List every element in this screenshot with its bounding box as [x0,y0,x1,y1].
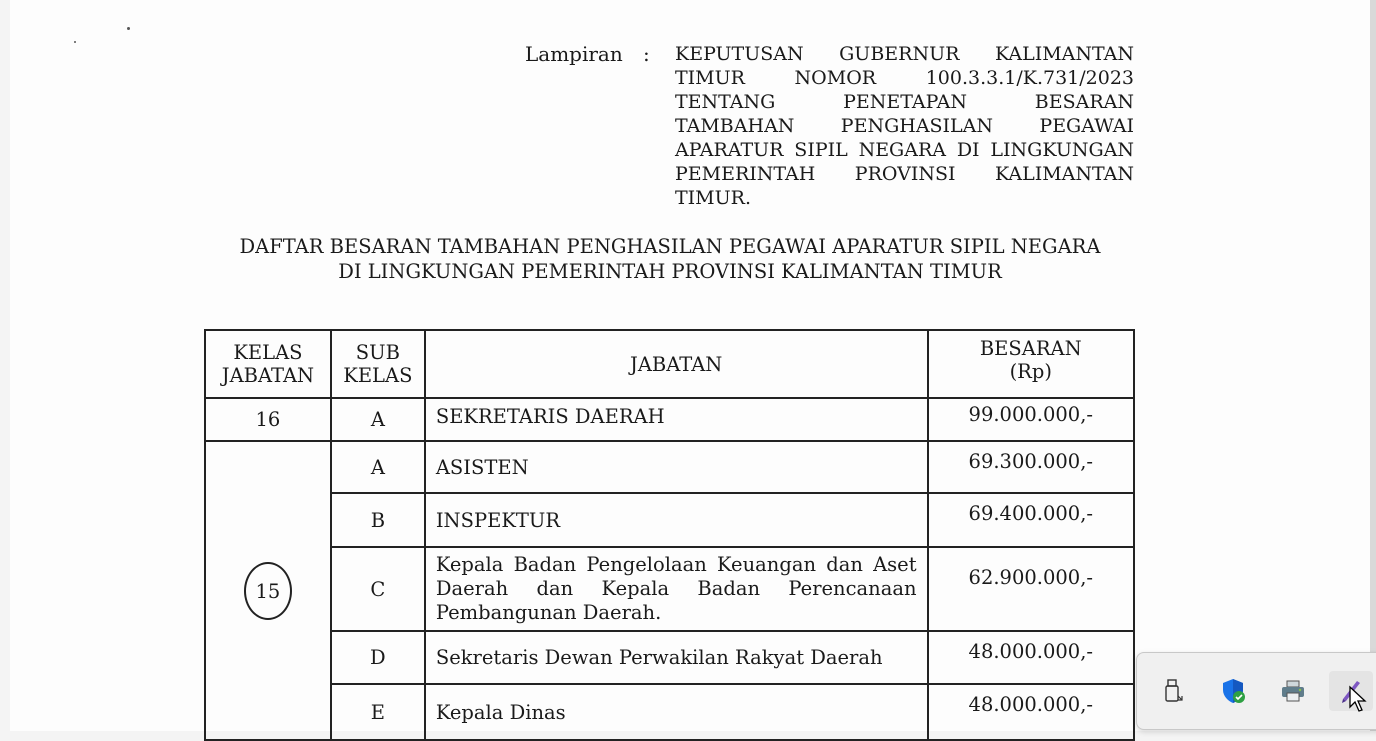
header-besaran [928,330,1134,398]
header-kelas-jabatan [205,330,331,398]
sub-kelas-cell: A [331,398,425,441]
kelas-cell: 16 [205,398,331,441]
printer-icon[interactable] [1271,671,1315,711]
header-text: SUB [355,341,400,364]
lampiran-line: PEMERINTAH PROVINSI KALIMANTAN [675,163,1134,185]
header-sub-kelas [331,330,425,398]
besaran-cell: 69.300.000,- [928,441,1134,493]
table-row [205,631,1134,684]
scrollbar[interactable] [1370,0,1376,731]
jabatan-cell: SEKRETARIS DAERAH [425,398,928,441]
besaran-cell: 69.400.000,- [928,493,1134,547]
lampiran-label: Lampiran [525,42,623,66]
mouse-cursor-icon [1348,685,1368,713]
jabatan-cell: Kepala Badan Pengelolaan Keuangan dan Aset Daerah dan Kepala Badan Perencanaan Pembangunan Daerah. [425,547,928,631]
lampiran-reference [675,42,1134,210]
table-row [205,493,1134,547]
header-text: KELAS [233,341,303,364]
security-shield-icon[interactable] [1211,671,1255,711]
scan-speck [127,27,130,30]
lampiran-line: TENTANG PENETAPAN BESARAN [675,91,1134,113]
jabatan-cell: ASISTEN [425,441,928,493]
lampiran-line: TIMUR. [675,187,751,209]
allowance-table [204,329,1135,741]
lampiran-line: TAMBAHAN PENGHASILAN PEGAWAI [675,115,1134,137]
header-text: KELAS [343,364,413,387]
table-row [205,441,1134,493]
document-title-line: DI LINGKUNGAN PEMERINTAH PROVINSI KALIMANTAN TIMUR [338,260,1002,283]
sub-kelas-cell: C [331,547,425,631]
system-tray-overflow [1136,652,1376,730]
besaran-cell: 99.000.000,- [928,398,1134,441]
scan-speck [74,41,76,43]
table-row [205,547,1134,631]
table-row [205,684,1134,740]
header-text: JABATAN [221,364,315,387]
usb-drive-icon[interactable] [1151,671,1195,711]
lampiran-colon: : [643,42,650,66]
besaran-cell: 62.900.000,- [928,547,1134,631]
lampiran-line: TIMUR NOMOR 100.3.3.1/K.731/2023 [675,67,1134,89]
header-text: BESARAN [979,337,1082,360]
header-jabatan: JABATAN [425,330,928,398]
kelas-cell [205,441,331,740]
table-row [205,398,1134,441]
jabatan-cell: INSPEKTUR [425,493,928,547]
circled-kelas-number: 15 [244,562,292,620]
sub-kelas-cell: D [331,631,425,684]
jabatan-cell: Sekretaris Dewan Perwakilan Rakyat Daerah [425,631,928,684]
sub-kelas-cell: A [331,441,425,493]
document-title-line: DAFTAR BESARAN TAMBAHAN PENGHASILAN PEGAWAI APARATUR SIPIL NEGARA [239,235,1101,258]
lampiran-line: KEPUTUSAN GUBERNUR KALIMANTAN [675,43,1134,65]
jabatan-cell: Kepala Dinas [425,684,928,740]
lampiran-line: APARATUR SIPIL NEGARA DI LINGKUNGAN [675,139,1134,161]
sub-kelas-cell: B [331,493,425,547]
header-text: (Rp) [1009,360,1052,383]
besaran-cell: 48.000.000,- [928,684,1134,740]
table-header-row [205,330,1134,398]
document-title [200,234,1140,284]
sub-kelas-cell: E [331,684,425,740]
besaran-cell: 48.000.000,- [928,631,1134,684]
